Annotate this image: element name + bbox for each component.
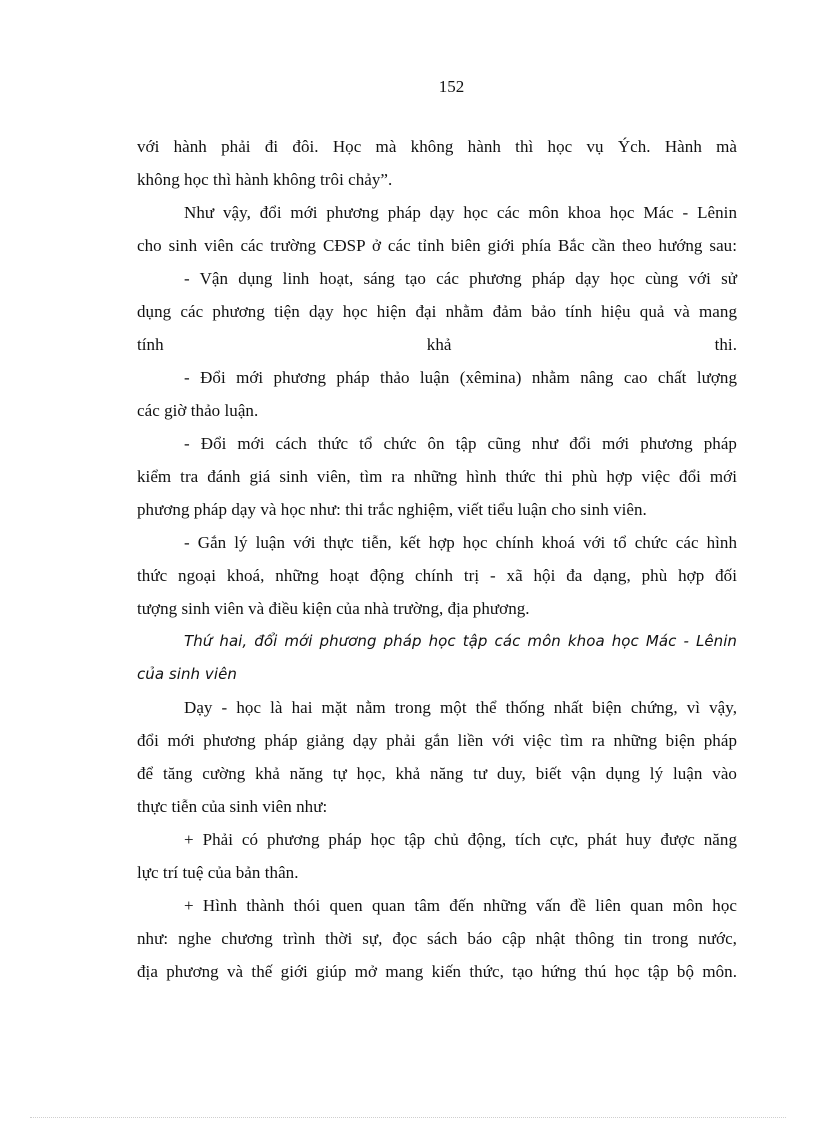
text-line: lực trí tuệ của bản thân.: [137, 863, 299, 882]
text-line: đổi mới phương pháp giảng dạy phải gắn liền với việc tìm ra những biện pháp: [137, 731, 737, 750]
page-number: 152: [438, 77, 465, 96]
text-line: với hành phải đi đôi. Học mà không hành thì học vụ Ých. Hành mà: [137, 137, 737, 156]
text-line: không học thì hành không trôi chảy”.: [137, 170, 393, 189]
text-line: các giờ thảo luận.: [137, 401, 259, 420]
text-line: - Gắn lý luận với thực tiễn, kết hợp học chính khoá với tổ chức các hình: [184, 533, 737, 552]
text-line: + Phải có phương pháp học tập chủ động, tích cực, phát huy được năng: [184, 830, 737, 849]
text-line: thức ngoại khoá, những hoạt động chính trị - xã hội đa dạng, phù hợp đối: [137, 566, 737, 585]
text-line: - Đổi mới cách thức tổ chức ôn tập cũng như đổi mới phương pháp: [184, 434, 737, 453]
text-line: Như vậy, đổi mới phương pháp dạy học các môn khoa học Mác - Lênin: [184, 203, 737, 222]
page-bottom-divider: [30, 1117, 786, 1118]
text-line: như: nghe chương trình thời sự, đọc sách báo cập nhật thông tin trong nước,: [137, 929, 737, 948]
text-line: - Vận dụng linh hoạt, sáng tạo các phương pháp dạy học cùng với sử: [184, 269, 737, 288]
text-line: để tăng cường khả năng tự học, khả năng tư duy, biết vận dụng lý luận vào: [137, 764, 737, 783]
text-line: kiểm tra đánh giá sinh viên, tìm ra những hình thức thi phù hợp việc đổi mới: [137, 467, 737, 486]
body-text: [137, 130, 737, 988]
text-line: tính khả thi.: [137, 335, 737, 354]
text-line: - Đổi mới phương pháp thảo luận (xêmina) nhằm nâng cao chất lượng: [184, 368, 737, 387]
text-line: tượng sinh viên và điều kiện của nhà trường, địa phương.: [137, 599, 530, 618]
text-line: + Hình thành thói quen quan tâm đến những vấn đề liên quan môn học: [184, 896, 737, 915]
text-line: phương pháp dạy và học như: thi trắc nghiệm, viết tiểu luận cho sinh viên.: [137, 500, 647, 519]
text-line: thực tiễn của sinh viên như:: [137, 797, 328, 816]
text-line: Dạy - học là hai mặt nằm trong một thể thống nhất biện chứng, vì vậy,: [184, 698, 737, 717]
section-heading-line: của sinh viên: [137, 665, 237, 683]
section-heading-line: Thứ hai, đổi mới phương pháp học tập các môn khoa học Mác - Lênin: [184, 632, 737, 650]
text-line: cho sinh viên các trường CĐSP ở các tỉnh biên giới phía Bắc cần theo hướng sau:: [137, 236, 737, 255]
text-line: dụng các phương tiện dạy học hiện đại nhằm đảm bảo tính hiệu quả và mang: [137, 302, 737, 321]
text-line: địa phương và thế giới giúp mở mang kiến thức, tạo hứng thú học tập bộ môn.: [137, 962, 737, 981]
